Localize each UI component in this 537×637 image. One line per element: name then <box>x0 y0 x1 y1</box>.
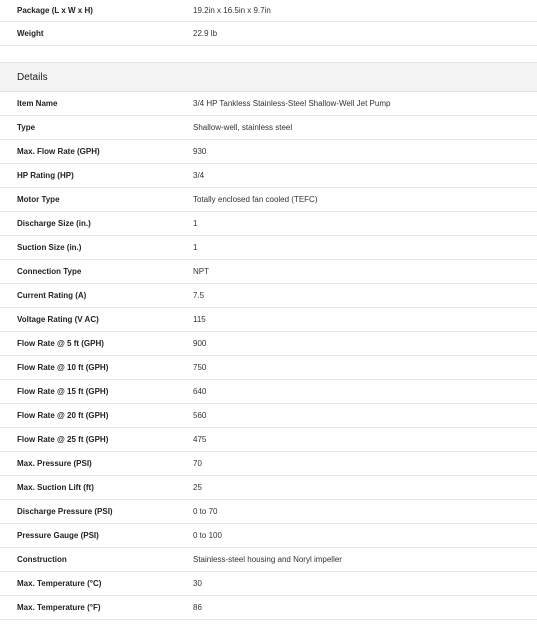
spec-row <box>0 236 537 260</box>
spec-value: 86 <box>193 603 202 612</box>
spec-label: Construction <box>17 555 67 564</box>
spec-row <box>0 524 537 548</box>
spec-row <box>0 548 537 572</box>
spec-row <box>0 284 537 308</box>
spec-value: 475 <box>193 435 207 444</box>
spec-value: Totally enclosed fan cooled (TEFC) <box>193 195 318 204</box>
spec-row <box>0 476 537 500</box>
spec-label: Suction Size (in.) <box>17 243 82 252</box>
spec-value: Stainless-steel housing and Noryl impeller <box>193 555 342 564</box>
spec-row <box>0 116 537 140</box>
spec-row-package-dimensions <box>0 0 537 22</box>
spec-label: Max. Suction Lift (ft) <box>17 483 94 492</box>
spec-label: Connection Type <box>17 267 82 276</box>
spec-value: 25 <box>193 483 202 492</box>
spec-label: Flow Rate @ 5 ft (GPH) <box>17 339 104 348</box>
spec-value: 750 <box>193 363 207 372</box>
spec-value: 900 <box>193 339 207 348</box>
spec-label: Discharge Pressure (PSI) <box>17 507 113 516</box>
spec-value: 19.2in x 16.5in x 9.7in <box>193 6 271 15</box>
spec-value: 22.9 lb <box>193 29 218 38</box>
spec-row <box>0 380 537 404</box>
spec-value: 560 <box>193 411 207 420</box>
spec-label: Item Name <box>17 99 58 108</box>
spec-row <box>0 308 537 332</box>
spec-row <box>0 500 537 524</box>
spec-label: Flow Rate @ 15 ft (GPH) <box>17 387 109 396</box>
spec-label: Max. Temperature (°C) <box>17 579 102 588</box>
spec-row-weight <box>0 22 537 46</box>
spec-label: Max. Flow Rate (GPH) <box>17 147 100 156</box>
spec-label: Motor Type <box>17 195 60 204</box>
spec-row <box>0 452 537 476</box>
spec-value: 1 <box>193 243 198 252</box>
spec-row <box>0 596 537 620</box>
spec-row <box>0 572 537 596</box>
section-spacer <box>0 46 537 62</box>
spec-label: Discharge Size (in.) <box>17 219 91 228</box>
spec-row <box>0 188 537 212</box>
details-section-title: Details <box>17 71 48 83</box>
spec-value: 115 <box>193 315 206 324</box>
spec-row <box>0 164 537 188</box>
spec-row <box>0 140 537 164</box>
spec-label: HP Rating (HP) <box>17 171 74 180</box>
spec-row <box>0 260 537 284</box>
spec-row <box>0 332 537 356</box>
spec-label: Pressure Gauge (PSI) <box>17 531 99 540</box>
spec-label: Flow Rate @ 10 ft (GPH) <box>17 363 109 372</box>
spec-label: Weight <box>17 29 44 38</box>
spec-value: NPT <box>193 267 209 276</box>
spec-row <box>0 404 537 428</box>
spec-label: Flow Rate @ 20 ft (GPH) <box>17 411 109 420</box>
spec-value: 3/4 <box>193 171 205 180</box>
spec-row <box>0 212 537 236</box>
spec-value: 3/4 HP Tankless Stainless-Steel Shallow-Well Jet Pump <box>193 99 391 108</box>
spec-value: 1 <box>193 219 198 228</box>
spec-value: 30 <box>193 579 202 588</box>
spec-value: 640 <box>193 387 207 396</box>
spec-value: Shallow-well, stainless steel <box>193 123 293 132</box>
details-rows <box>0 92 537 620</box>
spec-row <box>0 428 537 452</box>
spec-label: Current Rating (A) <box>17 291 87 300</box>
details-section-header <box>0 62 537 92</box>
spec-label: Max. Pressure (PSI) <box>17 459 92 468</box>
spec-value: 0 to 100 <box>193 531 222 540</box>
spec-row <box>0 92 537 116</box>
spec-label: Max. Temperature (°F) <box>17 603 101 612</box>
spec-value: 70 <box>193 459 202 468</box>
spec-label: Voltage Rating (V AC) <box>17 315 99 324</box>
spec-row <box>0 356 537 380</box>
spec-label: Flow Rate @ 25 ft (GPH) <box>17 435 109 444</box>
spec-value: 930 <box>193 147 207 156</box>
spec-value: 0 to 70 <box>193 507 218 516</box>
spec-value: 7.5 <box>193 291 205 300</box>
spec-label: Package (L x W x H) <box>17 6 93 15</box>
spec-label: Type <box>17 123 36 132</box>
